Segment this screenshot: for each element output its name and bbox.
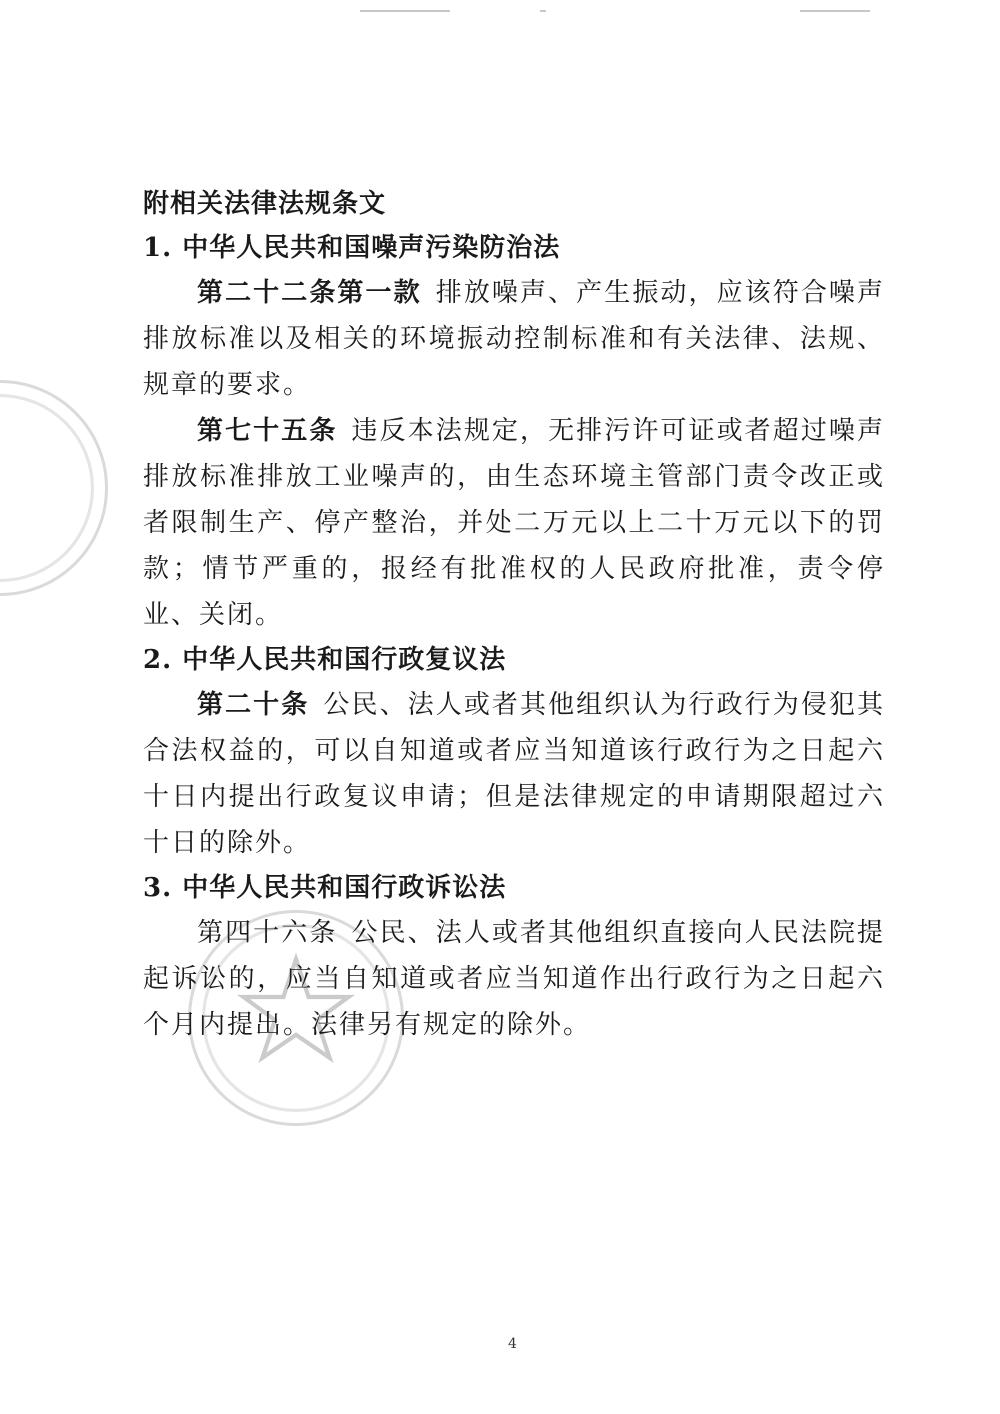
official-seal-left <box>0 380 108 596</box>
article-label: 第七十五条 <box>197 416 338 446</box>
article-text: 公民、法人或者其他组织直接向人民法院提起诉讼的，应当自知道或者应当知道作出行政行为之日起六个月内提出。法律另有规定的除外。 <box>143 918 885 1040</box>
document-body <box>143 182 885 1048</box>
section-heading-3: 3. 中华人民共和国行政诉讼法 <box>143 873 507 903</box>
article-paragraph <box>143 682 885 866</box>
article-label: 第二十条 <box>197 690 310 720</box>
section-heading-2: 2. 中华人民共和国行政复议法 <box>143 645 507 675</box>
article-text: 公民、法人或者其他组织认为行政行为侵犯其合法权益的，可以自知道或者应当知道该行政行为之日起六十日内提出行政复议申请；但是法律规定的申请期限超过六十日的除外。 <box>143 690 885 858</box>
article-paragraph <box>143 270 885 408</box>
document-title: 附相关法律法规条文 <box>143 189 387 219</box>
section-heading-1: 1. 中华人民共和国噪声污染防治法 <box>143 233 561 263</box>
article-text: 违反本法规定，无排污许可证或者超过噪声排放标准排放工业噪声的，由生态环境主管部门责令改正或者限制生产、停产整治，并处二万元以上二十万元以下的罚款；情节严重的，报经有批准权的人民政府批准，责令停业、关闭。 <box>143 416 885 630</box>
article-label: 第四十六条 <box>197 918 338 948</box>
article-label: 第二十二条第一款 <box>197 278 422 308</box>
scan-artifact-marks <box>360 6 880 20</box>
article-text: 排放噪声、产生振动，应该符合噪声排放标准以及相关的环境振动控制标准和有关法律、法规、规章的要求。 <box>143 278 885 400</box>
article-paragraph <box>143 910 885 1048</box>
article-paragraph <box>143 408 885 638</box>
page-number: 4 <box>508 1336 517 1352</box>
